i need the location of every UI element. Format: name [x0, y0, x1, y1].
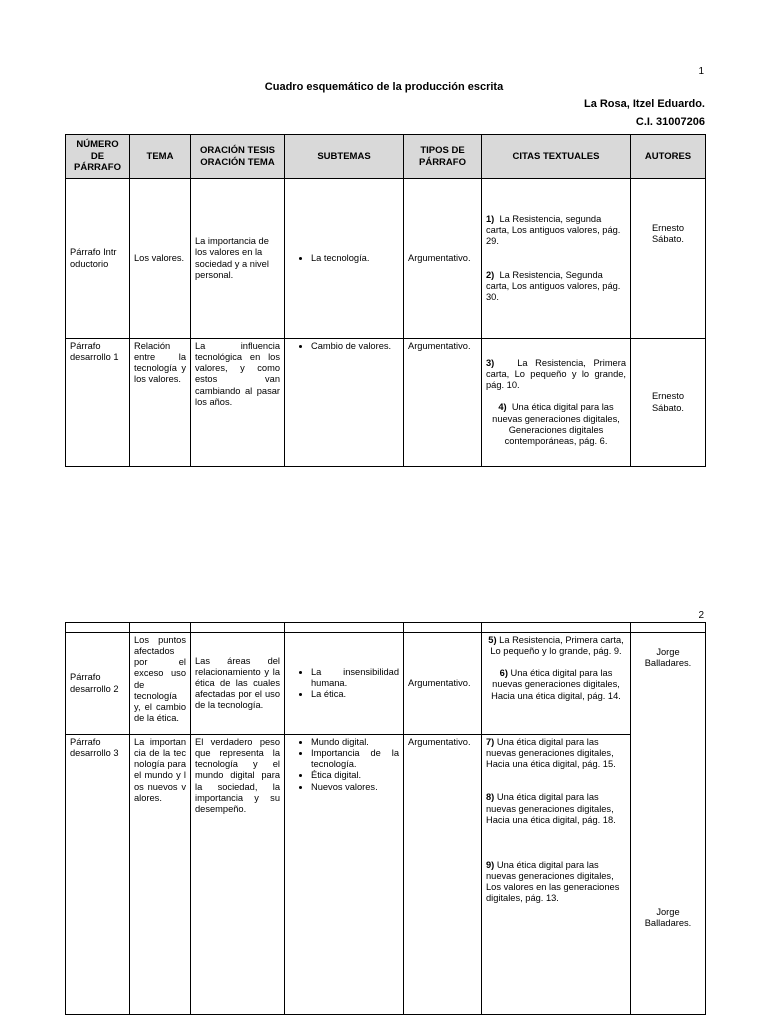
subtema-item: • Cambio de valores.: [311, 341, 399, 352]
cita-text: La Resistencia, Segunda carta, Los antiguos valores, pág. 30.: [486, 269, 621, 302]
oracion-cell: La importancia de los valores en la sociedad y a nivel personal.: [191, 179, 285, 339]
empty-cell: [404, 623, 482, 633]
subtema-item: • La tecnología.: [311, 253, 399, 264]
cita-item: [486, 860, 626, 905]
cita-text: Una ética digital para las nuevas generaciones digitales, Hacia una ética digital, pág. 15.: [486, 737, 616, 770]
numero-cell: Párrafo desarrollo 2: [66, 633, 130, 735]
tema-cell: Los valores.: [130, 179, 191, 339]
table-row: [66, 339, 706, 467]
citas-cell: [482, 339, 631, 467]
autor-text: Jorge Balladares.: [644, 647, 692, 669]
subtema-item: • Mundo digital.: [311, 737, 399, 748]
tema-text: La importancia de la tecnología para el mundo y los nuevos valores.: [134, 737, 186, 803]
autor-cell: Ernesto Sábato.: [631, 339, 706, 467]
page-number: 2: [698, 610, 704, 621]
empty-cell: [130, 623, 191, 633]
oracion-cell: Las áreas del relacionamiento y la ética de las cuales afectadas por el uso de la tecnología.: [191, 633, 285, 735]
empty-cell: [482, 623, 631, 633]
header-subtemas: SUBTEMAS: [285, 135, 404, 179]
subtema-item: • La ética.: [311, 689, 399, 700]
header-numero: NÚMERO DE PÁRRAFO: [66, 135, 130, 179]
cita-item: [486, 402, 626, 447]
autor-cell: [631, 179, 706, 339]
cita-text: La Resistencia, segunda carta, Los antiguos valores, pág. 29.: [486, 214, 621, 247]
autor-cell: [631, 633, 706, 1015]
cita-item: [486, 668, 626, 701]
empty-cell: [285, 623, 404, 633]
cita-text: Una ética digital para las nuevas generaciones digitales, Hacia una ética digital, pág. 14.: [491, 668, 621, 701]
table-row: [66, 735, 706, 1015]
numero-text: Párrafo Introductorio: [70, 247, 117, 269]
oracion-cell: El verdadero peso que representa la tecnología y el mundo digital para la sociedad, la importancia y su desempeño.: [191, 735, 285, 1015]
header-autores: AUTORES: [631, 135, 706, 179]
tipo-cell: Argumentativo.: [404, 633, 482, 735]
cita-number: 6): [499, 668, 508, 679]
empty-cell: [191, 623, 285, 633]
citas-cell: [482, 735, 631, 1015]
cita-text: Una ética digital para las nuevas generaciones digitales, Hacia una ética digital, pág. 18.: [486, 792, 616, 825]
citas-cell: [482, 633, 631, 735]
tipo-cell: Argumentativo.: [404, 735, 482, 1015]
page-number: 1: [698, 66, 704, 77]
cita-number: 7): [486, 737, 495, 747]
cita-item: [486, 792, 626, 825]
cita-text: La Resistencia, Primera carta, Lo pequeño y lo grande, pág. 10.: [486, 357, 626, 391]
empty-cell: [66, 623, 130, 633]
header-citas: CITAS TEXTUALES: [482, 135, 631, 179]
tema-cell: Los puntos afectados por el exceso uso de tecnología y, el cambio de la ética.: [130, 633, 191, 735]
cita-number: 5): [488, 635, 497, 645]
cita-item: [486, 635, 626, 657]
tema-cell: [130, 735, 191, 1015]
cita-number: 9): [486, 859, 495, 870]
subtemas-cell: [285, 735, 404, 1015]
header-tipos: TIPOS DE PÁRRAFO: [404, 135, 482, 179]
schema-table-page2: [65, 622, 706, 1015]
header-oracion: ORACIÓN TESIS ORACIÓN TEMA: [191, 135, 285, 179]
cita-text: Una ética digital para las nuevas generaciones digitales, Los valores en las generaciones digitales, pág. 13.: [486, 859, 620, 904]
document-title: Cuadro esquemático de la producción escrita: [264, 81, 504, 93]
oracion-cell: La influencia tecnológica en los valores, y como estos van cambiando al pasar los años.: [191, 339, 285, 467]
cita-number: 3): [486, 357, 495, 368]
cita-item: [486, 214, 626, 247]
subtema-item: • Ética digital.: [311, 770, 399, 781]
subtema-item: • Nuevos valores.: [311, 782, 399, 793]
cita-item: [486, 358, 626, 391]
schema-table-page1: [65, 134, 706, 467]
subtema-item: • Importancia de la tecnología.: [311, 748, 399, 770]
citas-cell: [482, 179, 631, 339]
cita-number: 4): [498, 402, 507, 413]
autor-text: Jorge Balladares.: [644, 907, 692, 929]
cita-item: [486, 737, 626, 770]
author-name: La Rosa, Itzel Eduardo.: [583, 98, 705, 110]
cita-number: 1): [486, 214, 495, 225]
header-row: [66, 135, 706, 179]
tipo-cell: Argumentativo.: [404, 179, 482, 339]
cita-item: [486, 270, 626, 303]
numero-cell: Párrafo desarrollo 3: [66, 735, 130, 1015]
cita-text: La Resistencia, Primera carta, Lo pequeño y lo grande, pág. 9.: [490, 635, 624, 657]
tipo-cell: Argumentativo.: [404, 339, 482, 467]
subtemas-cell: [285, 339, 404, 467]
autor-text: Ernesto Sábato.: [651, 222, 685, 244]
spacer-row: [66, 623, 706, 633]
table-row: [66, 633, 706, 735]
author-id: C.I. 31007206: [635, 116, 705, 128]
subtemas-cell: [285, 633, 404, 735]
table-row: [66, 179, 706, 339]
cita-number: 2): [486, 269, 495, 280]
tema-cell: Relación entre la tecnología y los valores.: [130, 339, 191, 467]
subtema-item: • La insensibilidad humana.: [311, 667, 399, 689]
subtemas-cell: [285, 179, 404, 339]
numero-cell: [66, 179, 130, 339]
cita-text: Una ética digital para las nuevas generaciones digitales, Generaciones digitales contemporáneas, pág. 6.: [492, 402, 620, 446]
cita-number: 8): [486, 792, 495, 803]
header-tema: TEMA: [130, 135, 191, 179]
numero-cell: Párrafo desarrollo 1: [66, 339, 130, 467]
empty-cell: [631, 623, 706, 633]
